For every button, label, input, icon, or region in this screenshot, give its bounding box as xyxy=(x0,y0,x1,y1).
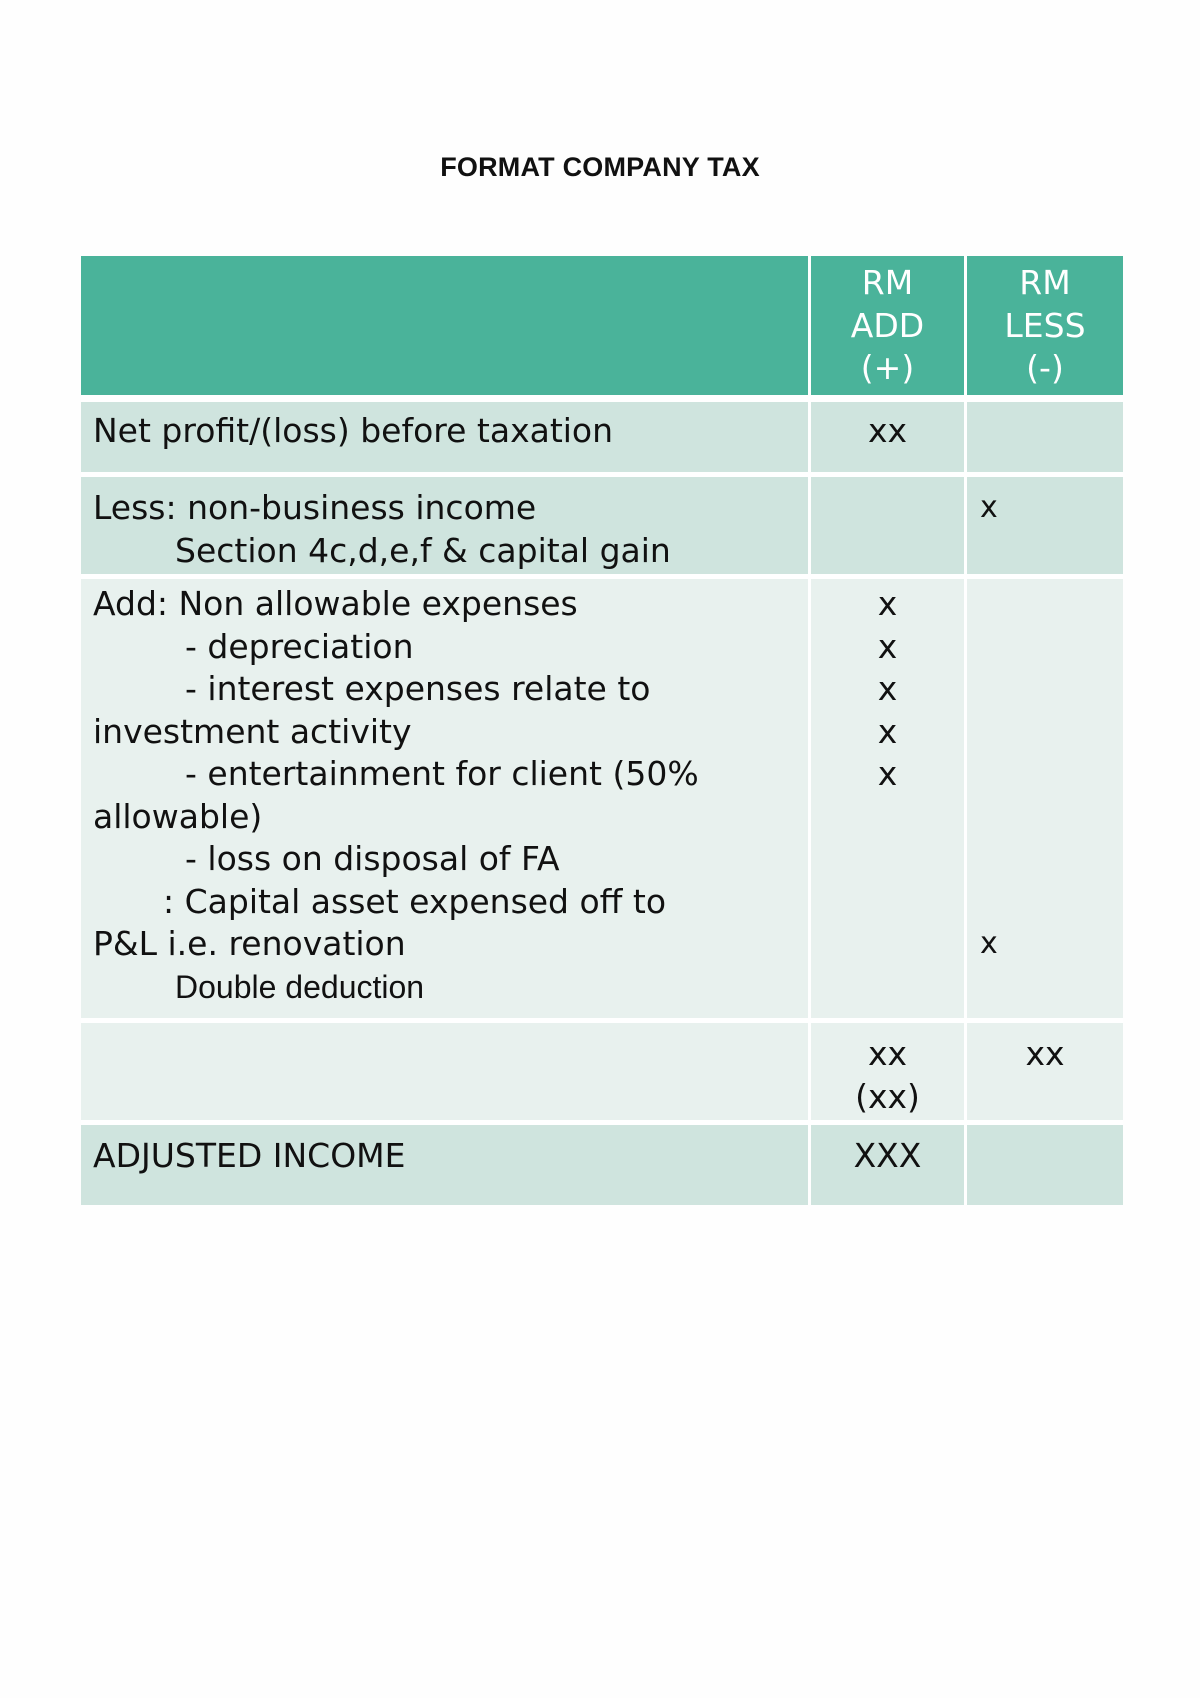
add-nonallowable-less-cell xyxy=(967,579,1123,1023)
page-title: FORMAT COMPANY TAX xyxy=(440,152,760,182)
less-nonbusiness-label-cell xyxy=(81,477,811,579)
add-line-depreciation: - depreciation xyxy=(185,626,414,666)
add-line-interest: - interest expenses relate to xyxy=(185,669,651,708)
add-line-capital-asset: : Capital asset expensed off to xyxy=(163,881,667,921)
header-less-currency: RM xyxy=(1019,263,1071,302)
less-nonbusiness-line1: Less: non-business income xyxy=(93,488,537,527)
less-nonbusiness-line2: Section 4c,d,e,f & capital gain xyxy=(175,530,671,570)
table-row-adjusted-income xyxy=(81,1125,1123,1205)
add-less-value: x xyxy=(980,926,998,961)
add-nonallowable-add-cell xyxy=(811,579,967,1023)
adjusted-income-less xyxy=(967,1125,1123,1205)
add-value: x xyxy=(877,754,898,793)
less-nonbusiness-less: x xyxy=(967,477,1123,579)
table-row-totals xyxy=(81,1023,1123,1125)
totals-label xyxy=(81,1023,811,1125)
table-row-less-nonbusiness xyxy=(81,477,1123,579)
header-less-cell xyxy=(967,256,1123,402)
header-add-sign: (+) xyxy=(860,348,915,387)
header-description-cell xyxy=(81,256,811,402)
tax-format-table xyxy=(81,256,1123,1205)
adjusted-income-add: XXX xyxy=(811,1125,967,1205)
add-value: x xyxy=(877,584,898,623)
header-less-label: LESS xyxy=(1004,305,1086,345)
net-profit-less xyxy=(967,402,1123,477)
table-row-add-nonallowable xyxy=(81,579,1123,1023)
totals-less: xx xyxy=(967,1023,1123,1125)
adjusted-income-label: ADJUSTED INCOME xyxy=(81,1125,811,1205)
totals-add-line2: (xx) xyxy=(855,1076,920,1116)
add-value: x xyxy=(877,669,898,708)
add-value: x xyxy=(877,626,898,666)
add-line-double-deduction: Double deduction xyxy=(175,968,425,1005)
add-line-entertainment-cont: allowable) xyxy=(93,796,263,836)
header-add-currency: RM xyxy=(861,263,914,302)
add-line-interest-cont: investment activity xyxy=(93,711,412,751)
header-add-cell xyxy=(811,256,967,402)
add-line-entertainment: - entertainment for client (50% xyxy=(185,754,699,793)
add-line-heading: Add: Non allowable expenses xyxy=(93,584,578,623)
totals-add-cell xyxy=(811,1023,967,1125)
table-row-net-profit xyxy=(81,402,1123,477)
add-nonallowable-label-cell xyxy=(81,579,811,1023)
add-line-loss-disposal: - loss on disposal of FA xyxy=(185,839,560,878)
less-nonbusiness-add xyxy=(811,477,967,579)
net-profit-add: xx xyxy=(811,402,967,477)
table-header-row xyxy=(81,256,1123,402)
header-less-sign: (-) xyxy=(1026,348,1064,387)
header-add-label: ADD xyxy=(850,305,925,345)
net-profit-label: Net profit/(loss) before taxation xyxy=(81,402,811,477)
add-value: x xyxy=(877,711,898,751)
totals-add-line1: xx xyxy=(867,1034,908,1073)
add-line-capital-asset-cont: P&L i.e. renovation xyxy=(93,924,406,963)
